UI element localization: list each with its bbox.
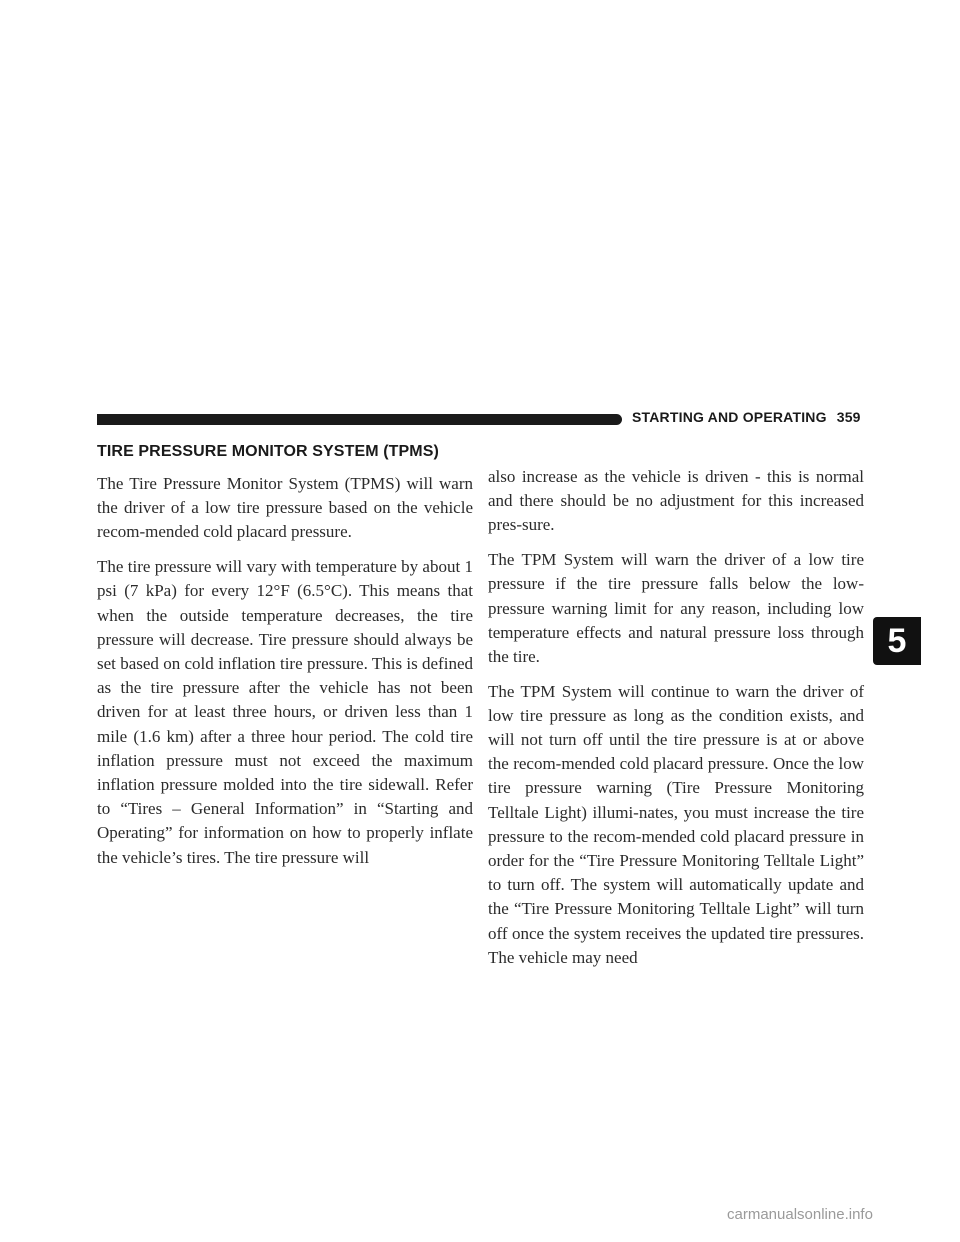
paragraph: The tire pressure will vary with temperature by about 1 psi (7 kPa) for every 12°F (6.5°C). This means that when the outside temperature decreases, the tire pressure will decrease. Tire pressure should always be set based on cold inflation tire pressure. This is defined as the tire pressure after the vehicle has not been driven for at least three hours, or driven less than 1 mile (1.6 km) after a three hour period. The cold tire inflation pressure must not exceed the maximum inflation pressure molded into the tire sidewall. Refer to “Tires – General Information” in “Starting and Operating” for information on how to properly inflate the vehicle’s tires. The tire pressure will [97,557,473,867]
right-column [488,465,864,981]
left-column [97,442,473,880]
header-rule [97,414,622,425]
section-title: STARTING AND OPERATING [632,409,827,425]
chapter-tab: 5 [873,617,921,665]
section-heading: TIRE PRESSURE MONITOR SYSTEM (TPMS) [97,443,439,460]
paragraph: also increase as the vehicle is driven - this is normal and there should be no adjustment for this increased pres-sure. [488,467,864,535]
paragraph: The TPM System will continue to warn the driver of low tire pressure as long as the condition exists, and will not turn off until the tire pressure is at or above the recom-mended cold placard pressure. Once the low tire pressure warning (Tire Pressure Monitoring Telltale Light) illumi-nates, you must increase the tire pressure to the recom-mended cold placard pressure in order for the “Tire Pressure Monitoring Telltale Light” to turn off. The system will automatically update and the “Tire Pressure Monitoring Telltale Light” will turn off once the system receives the updated tire pressures. The vehicle may need [488,681,864,967]
page-number: 359 [836,409,861,425]
paragraph: The TPM System will warn the driver of a low tire pressure if the tire pressure falls below the low-pressure warning limit for any reason, including low temperature effects and natural pressure loss through the tire. [488,550,864,666]
running-header [632,409,861,425]
paragraph: The Tire Pressure Monitor System (TPMS) will warn the driver of a low tire pressure based on the vehicle recom-mended cold placard pressure. [97,474,473,542]
watermark: carmanualsonline.info [727,1206,873,1223]
